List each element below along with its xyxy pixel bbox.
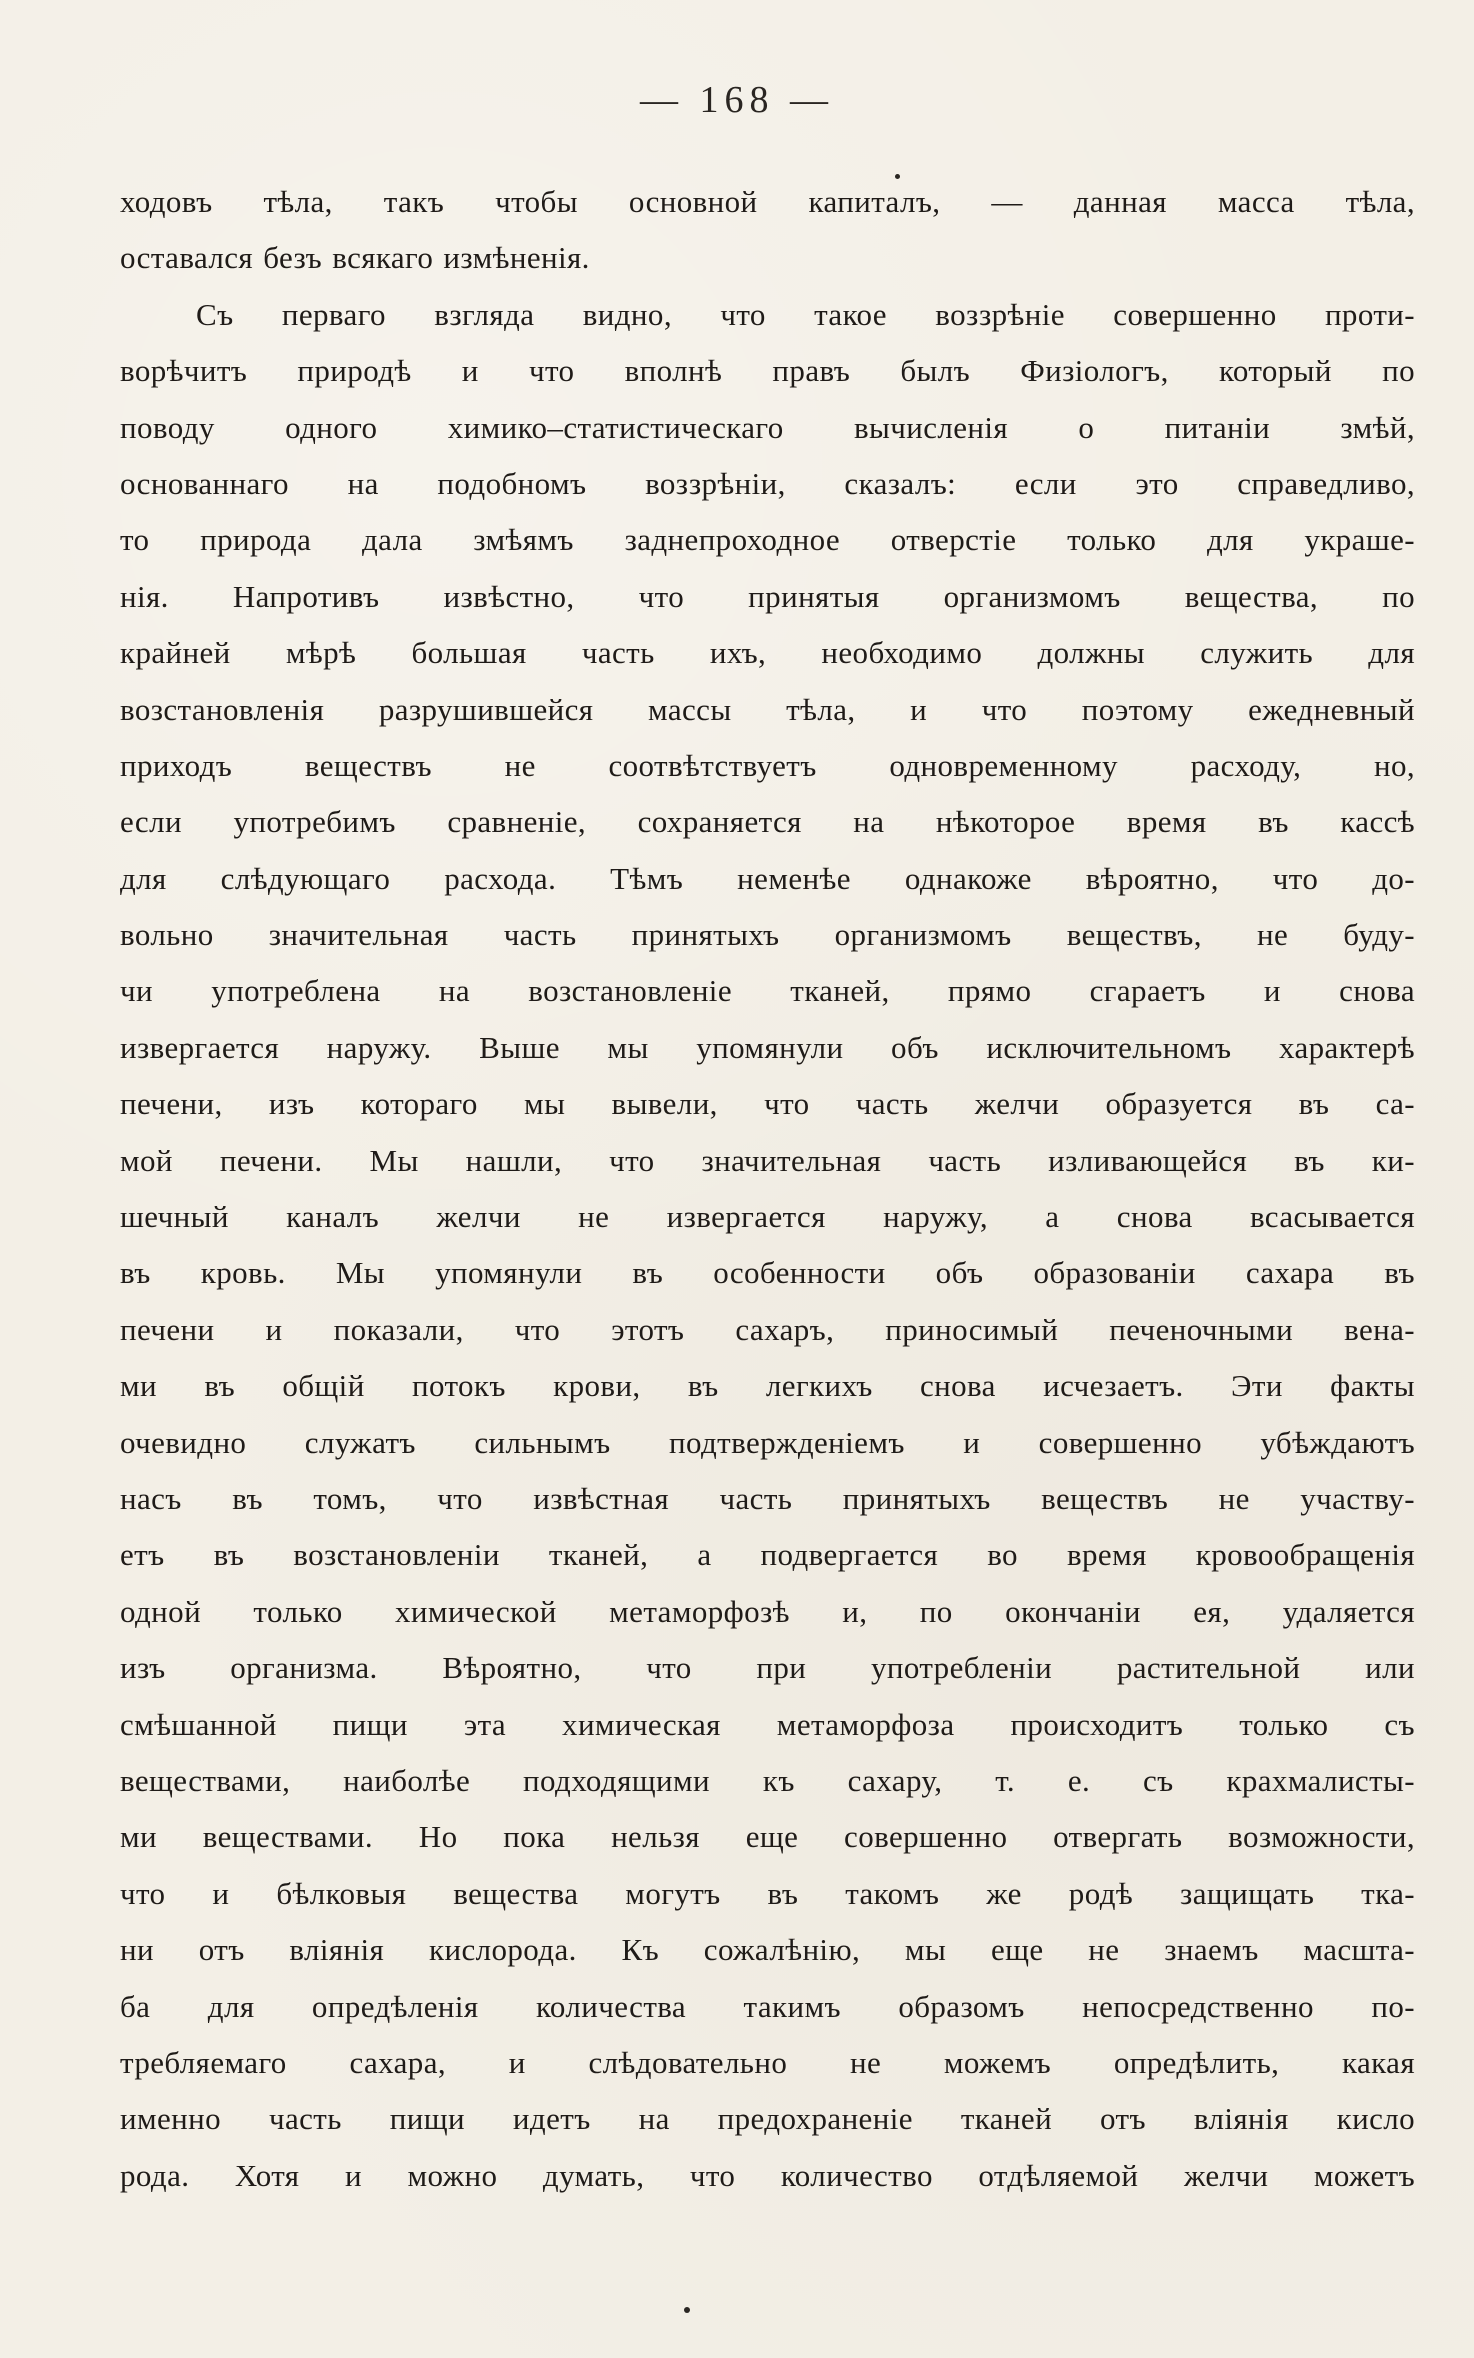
text-line: одной только химической метаморфозѣ и, по окончаніи ея, удаляется (120, 1593, 1415, 1629)
text-line: етъ въ возстановленіи тканей, а подвергается во время кровообращенія (120, 1537, 1415, 1573)
text-line: ходовъ тѣла, такъ чтобы основной капиталъ, — данная масса тѣла, (120, 184, 1415, 219)
text-line: поводу одного химико–статистическаго вычисленія о питаніи змѣй, (120, 409, 1415, 445)
text-line: то природа дала змѣямъ заднепроходное отверстіе только для украше- (120, 522, 1415, 558)
text-line: нія. Напротивъ извѣстно, что принятыя организмомъ вещества, по (120, 578, 1415, 614)
text-line: изъ организма. Вѣроятно, что при употребленіи растительной или (120, 1650, 1415, 1686)
text-line: ми въ общій потокъ крови, въ легкихъ снова исчезаетъ. Эти факты (120, 1368, 1415, 1404)
text-line: ба для опредѣленія количества такимъ образомъ непосредственно по- (120, 1988, 1415, 2024)
text-line: извергается наружу. Выше мы упомянули объ исключительномъ характерѣ (120, 1029, 1415, 1065)
text-line: именно часть пищи идетъ на предохраненіе тканей отъ вліянія кисло (120, 2101, 1415, 2137)
text-line: крайней мѣрѣ большая часть ихъ, необходимо должны служить для (120, 635, 1415, 671)
text-line: для слѣдующаго расхода. Тѣмъ неменѣе однакоже вѣроятно, что до- (120, 860, 1415, 896)
page-number: — 168 — (640, 79, 834, 121)
text-line: печени, изъ котораго мы вывели, что часть желчи образуется въ са- (120, 1086, 1415, 1122)
text-line: приходъ веществъ не соотвѣтствуетъ одновременному расходу, но, (120, 747, 1415, 783)
text-line: чи употреблена на возстановленіе тканей, прямо сгараетъ и снова (120, 973, 1415, 1009)
text-line: веществами, наиболѣе подходящими къ сахару, т. е. съ крахмалисты- (120, 1762, 1415, 1798)
text-line: смѣшанной пищи эта химическая метаморфоза происходитъ только съ (120, 1706, 1415, 1742)
text-line: ми веществами. Но пока нельзя еще совершенно отвергать возможности, (120, 1819, 1415, 1855)
text-line: рода. Хотя и можно думать, что количество отдѣляемой желчи можетъ (120, 2157, 1415, 2193)
text-line: что и бѣлковыя вещества могутъ въ такомъ же родѣ защищать тка- (120, 1875, 1415, 1911)
text-line: возстановленія разрушившейся массы тѣла, и что поэтому ежедневный (120, 691, 1415, 727)
text-line: очевидно служатъ сильнымъ подтвержденіемъ и совершенно убѣждаютъ (120, 1424, 1415, 1460)
text-line: ворѣчитъ природѣ и что вполнѣ правъ былъ Физіологъ, который по (120, 353, 1415, 389)
body-text (120, 174, 1415, 2204)
text-line: въ кровь. Мы упомянули въ особенности объ образованіи сахара въ (120, 1255, 1415, 1291)
text-line: шечный каналъ желчи не извергается наружу, а снова всасывается (120, 1199, 1415, 1235)
text-line: Съ перваго взгляда видно, что такое воззрѣніе совершенно проти- (196, 296, 1415, 332)
text-line: печени и показали, что этотъ сахаръ, приносимый печеночными вена- (120, 1311, 1415, 1347)
text-line: основаннаго на подобномъ воззрѣніи, сказалъ: если это справедливо, (120, 465, 1415, 501)
text-line: ни отъ вліянія кислорода. Къ сожалѣнію, мы еще не знаемъ масшта- (120, 1932, 1415, 1968)
text-line: требляемаго сахара, и слѣдовательно не можемъ опредѣлить, какая (120, 2044, 1415, 2080)
text-line: насъ въ томъ, что извѣстная часть принятыхъ веществъ не участву- (120, 1480, 1415, 1516)
text-line: мой печени. Мы нашли, что значительная часть изливающейся въ ки- (120, 1142, 1415, 1178)
text-line: если употребимъ сравненіе, сохраняется на нѣкоторое время въ кассѣ (120, 804, 1415, 840)
text-line: вольно значительная часть принятыхъ организмомъ веществъ, не буду- (120, 917, 1415, 953)
text-line: оставался безъ всякаго измѣненія. (120, 240, 590, 276)
ink-speck (684, 2307, 690, 2313)
